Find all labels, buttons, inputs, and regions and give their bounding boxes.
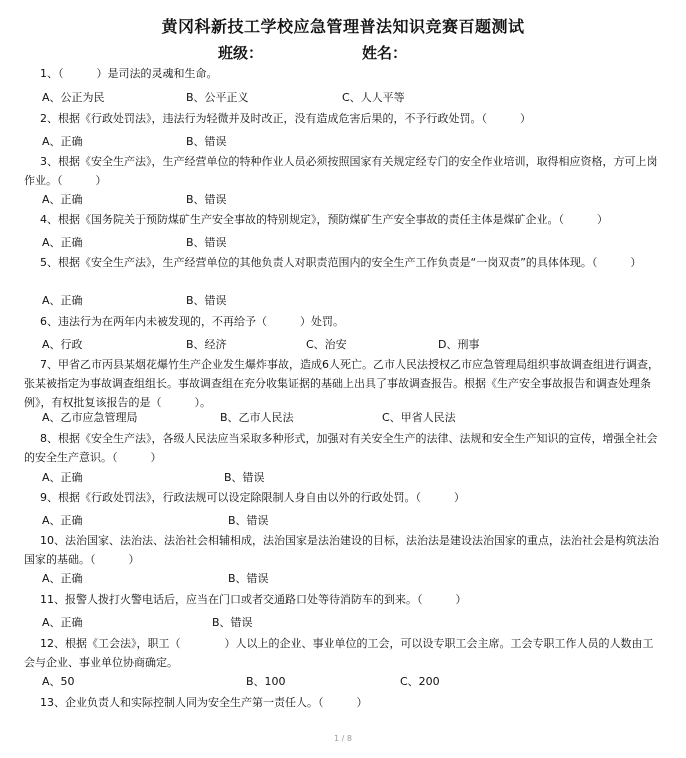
question-10-options: [42, 569, 662, 588]
question-4-option-a[interactable]: A、正确: [42, 236, 83, 249]
question-6-option-c[interactable]: C、治安: [306, 338, 347, 351]
question-6-option-b[interactable]: B、经济: [186, 338, 227, 351]
question-2: 2、根据《行政处罚法》，违法行为轻微并及时改正，没有造成危害后果的，不予行政处罚。（ ）: [40, 112, 531, 125]
question-2-option-b[interactable]: B、错误: [186, 135, 227, 148]
question-12-option-b[interactable]: B、100: [246, 675, 286, 688]
question-5-option-a[interactable]: A、正确: [42, 294, 83, 307]
question-5: 5、根据《安全生产法》，生产经营单位的其他负责人对职责范围内的安全生产工作负责是“一岗双责”的具体体现。（ ）: [40, 256, 642, 269]
question-8-option-b[interactable]: B、错误: [224, 471, 265, 484]
question-11: 11、报警人拨打火警电话后，应当在门口或者交通路口处等待消防车的到来。（ ）: [40, 593, 467, 606]
page-indicator: 1 / 8: [334, 734, 352, 743]
question-4-option-b[interactable]: B、错误: [186, 236, 227, 249]
question-11-options: [42, 613, 662, 632]
question-1: 1、（ ）是司法的灵魂和生命。: [40, 67, 218, 80]
question-6-option-a[interactable]: A、行政: [42, 338, 83, 351]
question-7: 7、甲省乙市丙县某烟花爆竹生产企业发生爆炸事故，造成6人死亡。乙市人民法授权乙市应急管理局组织事故调查组进行调查，张某被指定为事故调查组组长。事故调查组在充分收集证据的基础上出具了事故调查报告。根据《生产安全事故报告和调查处理条例》，有权批复该报告的是（ ）。: [24, 358, 659, 409]
question-8-options: [42, 468, 662, 487]
question-10: 10、法治国家、法治法、法治社会相辅相成，法治国家是法治建设的目标，法治法是建设法治国家的重点，法治社会是构筑法治国家的基础。（ ）: [24, 534, 659, 566]
question-6: 6、违法行为在两年内未被发现的，不再给予（ ）处罚。: [40, 315, 344, 328]
question-3-option-a[interactable]: A、正确: [42, 193, 83, 206]
question-4: 4、根据《国务院关于预防煤矿生产安全事故的特别规定》，预防煤矿生产安全事故的责任主体是煤矿企业。（ ）: [40, 213, 608, 226]
question-7-options: [42, 408, 662, 427]
question-11-option-b[interactable]: B、错误: [212, 616, 253, 629]
question-3-options: [42, 190, 662, 209]
question-5-option-b[interactable]: B、错误: [186, 294, 227, 307]
question-3: 3、根据《安全生产法》，生产经营单位的特种作业人员必须按照国家有关规定经专门的安全作业培训，取得相应资格，方可上岗作业。（ ）: [24, 155, 658, 187]
question-12-options: [42, 672, 662, 691]
question-12-option-a[interactable]: A、50: [42, 675, 75, 688]
question-7-option-c[interactable]: C、甲省人民法: [382, 411, 456, 424]
question-9-option-b[interactable]: B、错误: [228, 514, 269, 527]
question-9-option-a[interactable]: A、正确: [42, 514, 83, 527]
question-2-option-a[interactable]: A、正确: [42, 135, 83, 148]
question-2-options: [42, 132, 662, 151]
question-12-option-c[interactable]: C、200: [400, 675, 440, 688]
question-10-option-b[interactable]: B、错误: [228, 572, 269, 585]
question-7-option-a[interactable]: A、乙市应急管理局: [42, 411, 138, 424]
question-5-options: [42, 291, 662, 310]
question-3-option-b[interactable]: B、错误: [186, 193, 227, 206]
question-7-option-b[interactable]: B、乙市人民法: [220, 411, 294, 424]
question-9-options: [42, 511, 662, 530]
question-1-option-b[interactable]: B、公平正义: [186, 91, 249, 104]
question-1-options: [42, 88, 662, 107]
question-6-options: [42, 335, 662, 354]
question-13: 13、企业负责人和实际控制人同为安全生产第一责任人。（ ）: [40, 696, 368, 709]
question-8: 8、根据《安全生产法》，各级人民法应当采取多种形式，加强对有关安全生产的法律、法规和安全生产知识的宣传，增强全社会的安全生产意识。（ ）: [24, 432, 658, 464]
question-12: 12、根据《工会法》，职工（ ）人以上的企业、事业单位的工会，可以设专职工会主席。工会专职工作人员的人数由工会与企业、事业单位协商确定。: [24, 637, 654, 669]
question-11-option-a[interactable]: A、正确: [42, 616, 83, 629]
question-10-option-a[interactable]: A、正确: [42, 572, 83, 585]
question-9: 9、根据《行政处罚法》，行政法规可以设定除限制人身自由以外的行政处罚。（ ）: [40, 491, 465, 504]
question-8-option-a[interactable]: A、正确: [42, 471, 83, 484]
document-title: 黄冈科新技工学校应急管理普法知识竞赛百题测试: [161, 17, 525, 36]
question-1-option-a[interactable]: A、公正为民: [42, 91, 105, 104]
question-1-option-c[interactable]: C、人人平等: [342, 91, 405, 104]
question-6-option-d[interactable]: D、刑事: [438, 338, 480, 351]
name-label: 姓名：: [362, 44, 408, 62]
question-4-options: [42, 233, 662, 252]
class-label: 班级：: [218, 44, 264, 62]
